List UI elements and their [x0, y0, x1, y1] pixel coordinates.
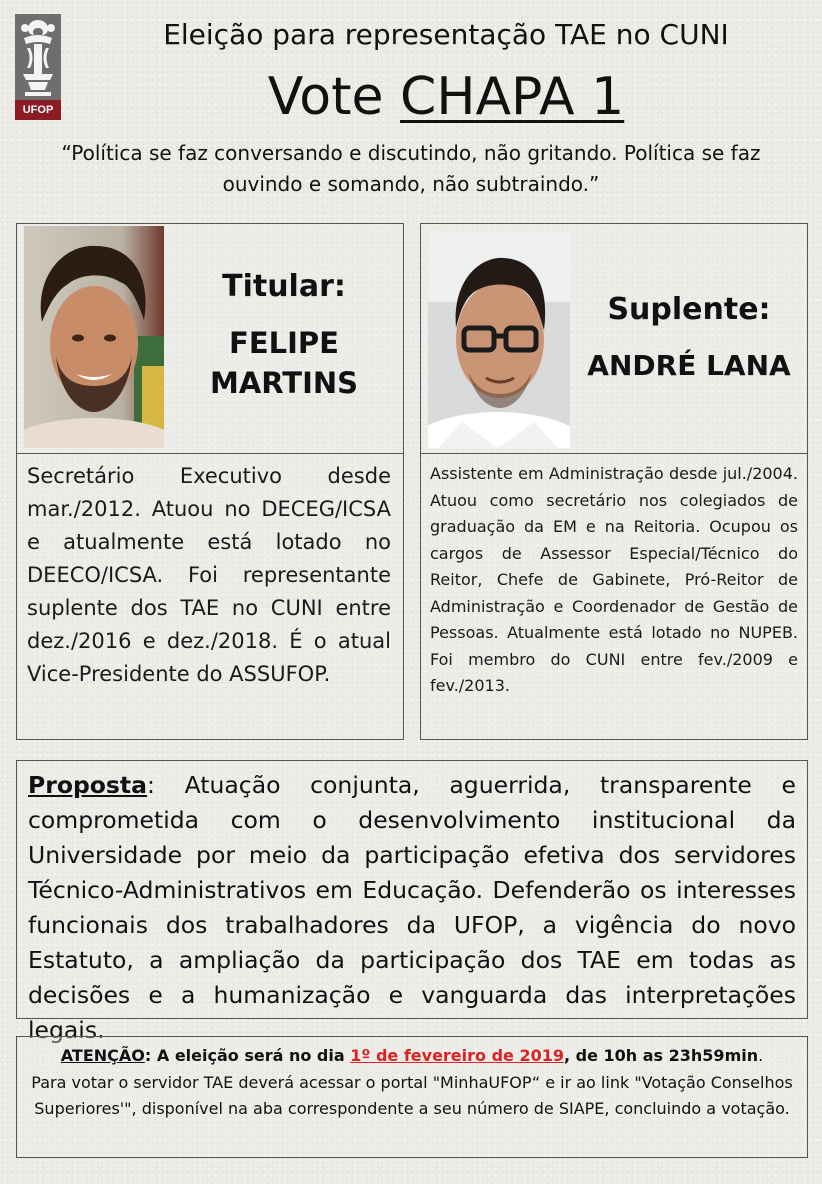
notice-period: .	[758, 1046, 764, 1065]
ufop-emblem-icon	[15, 14, 61, 100]
titular-role: Titular:	[222, 269, 346, 304]
titular-bio: Secretário Executivo desde mar./2012. Atuou no DECEG/ICSA e atualmente está lotado no DEECO/ICSA. Foi representante suplente dos TAE no CUNI entre dez./2016 e dez./2018. É o atual Vice-Presidente do ASSUFOP.	[27, 464, 391, 686]
notice-label: ATENÇÃO	[60, 1046, 145, 1065]
suplente-bio: Assistente em Administração desde jul./2004. Atuou como secretário nos colegiados de graduação da EM e na Reitoria. Ocupou os cargos de Assessor Especial/Técnico do Reitor, Chefe de Gabinete, Pró-Reitor de Administração e Coordenador de Gestão de Pessoas. Atualmente está lotado no NUPEB. Foi membro do CUNI entre fev./2009 e fev./2013.	[430, 464, 798, 695]
quote: “Política se faz conversando e discutindo, não gritando. Política se faz ouvindo e somando, não subtraindo.”	[61, 141, 761, 196]
notice-date: 1º de fevereiro de 2019	[350, 1046, 564, 1065]
notice-time: , de 10h as 23h59min	[564, 1046, 759, 1065]
header-subtitle: Eleição para representação TAE no CUNI	[163, 18, 729, 51]
suplente-photo	[428, 232, 570, 448]
proposal-text	[28, 768, 796, 1048]
suplente-role: Suplente:	[607, 292, 771, 327]
titular-photo	[24, 226, 164, 448]
proposal-body: : Atuação conjunta, aguerrida, transparente e comprometida com o desenvolvimento institucional da Universidade por meio da participação efetiva dos servidores Técnico-Administrativos em Educação. Defenderão os interesses funcionais dos trabalhadores da UFOP, a vigência do novo Estatuto, a ampliação da participação dos TAE em todas as decisões e a humanização e vanguarda das interpretações legais.	[28, 771, 796, 1044]
ufop-wordmark: UFOP	[15, 100, 61, 120]
ufop-logo	[15, 14, 61, 120]
notice-text	[24, 1043, 800, 1123]
title-prefix: Vote	[267, 67, 401, 127]
suplente-portrait-icon	[428, 232, 570, 448]
notice-body: Para votar o servidor TAE deverá acessar o portal "MinhaUFOP“ e ir ao link "Votação Conselhos Superiores'", disponível na aba correspondente a seu número de SIAPE, concluindo a votação.	[31, 1072, 793, 1118]
suplente-name: ANDRÉ LANA	[587, 349, 791, 382]
titular-portrait-icon	[24, 226, 164, 448]
header-title	[70, 62, 822, 132]
notice-lead: : A eleição será no dia	[144, 1046, 351, 1065]
titular-name: FELIPE MARTINS	[209, 326, 359, 400]
title-emphasis: CHAPA 1	[400, 67, 625, 127]
proposal-label: Proposta	[28, 771, 148, 799]
